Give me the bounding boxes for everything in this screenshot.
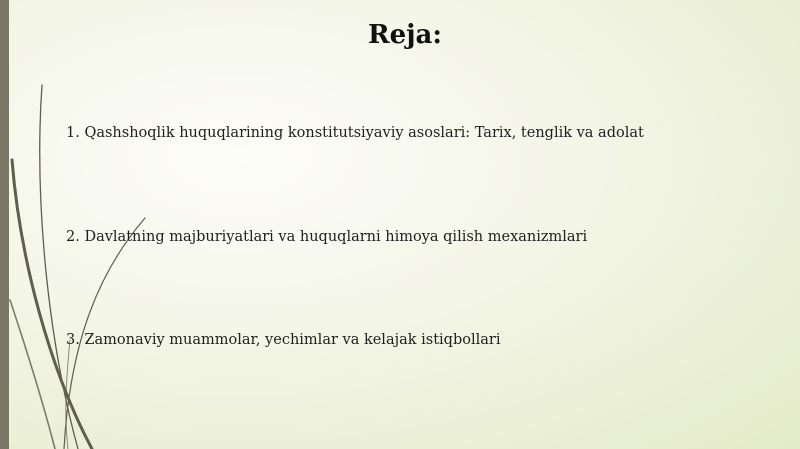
slide-title: Reja: [367,20,442,50]
plan-item-3: 3. Zamonaviy muammolar, yechimlar va kelajak istiqbollari [66,332,501,348]
grass-stroke-4 [10,300,55,449]
left-accent-bar [0,0,9,449]
grass-stroke-5 [66,340,70,449]
plan-item-1: 1. Qashshoqlik huquqlarining konstitutsiyaviy asoslari: Tarix, tenglik va adolat [66,125,644,141]
plan-item-2: 2. Davlatning majburiyatlari va huquqlarni himoya qilish mexanizmlari [66,229,588,245]
grass-stroke-1 [12,160,92,449]
